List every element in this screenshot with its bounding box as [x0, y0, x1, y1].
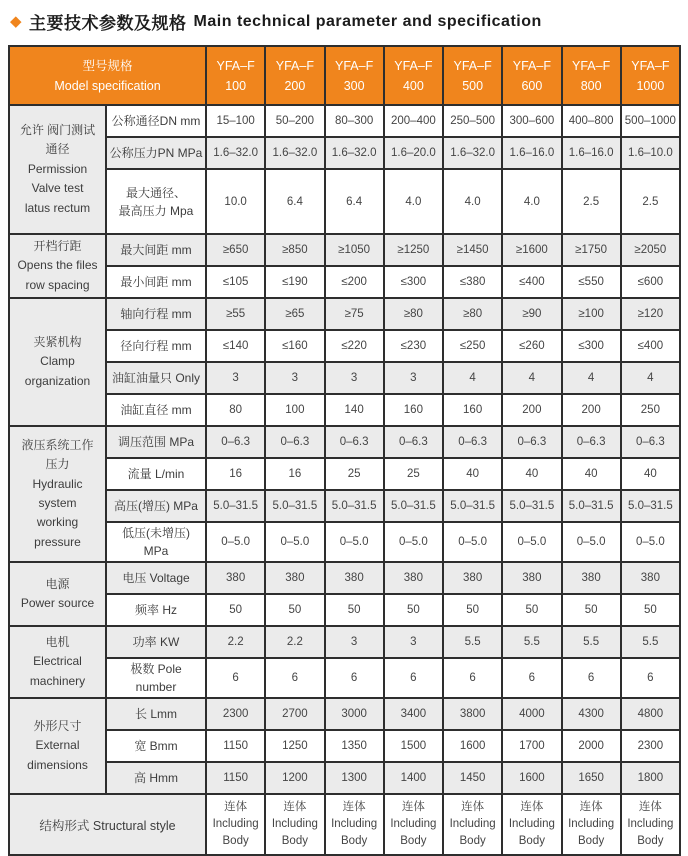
value-cell: 1150: [206, 762, 265, 794]
value-cell: 4: [443, 362, 502, 394]
value-cell: 1600: [443, 730, 502, 762]
value-cell: 0–6.3: [265, 426, 324, 458]
param-cell: 功率 KW: [106, 626, 206, 658]
model-header-cell-1000: YFA–F 1000: [621, 46, 680, 105]
value-cell: ≥1250: [384, 234, 443, 266]
structural-style-value-en: Including Body: [627, 817, 674, 848]
value-cell: 4: [502, 362, 561, 394]
value-cell: 1.6–16.0: [502, 137, 561, 169]
structural-style-value-zh: 连体: [283, 800, 307, 813]
value-cell: 1350: [325, 730, 384, 762]
structural-style-value-zh: 连体: [401, 800, 425, 813]
value-cell: 250: [621, 394, 680, 426]
value-cell: 50: [206, 594, 265, 626]
value-cell: 4: [621, 362, 680, 394]
value-cell: ≥65: [265, 298, 324, 330]
model-spec-header-cell: 型号规格 Model specification: [9, 46, 206, 105]
value-cell: ≤230: [384, 330, 443, 362]
value-cell: 25: [384, 458, 443, 490]
value-cell: 50: [621, 594, 680, 626]
value-cell: 6: [325, 658, 384, 698]
param-cell: 公称压力PN MPa: [106, 137, 206, 169]
value-cell: 6: [443, 658, 502, 698]
value-cell: 15–100: [206, 105, 265, 137]
header-row: [9, 46, 680, 105]
value-cell: 0–5.0: [443, 522, 502, 562]
value-cell: ≥100: [562, 298, 621, 330]
value-cell: 40: [502, 458, 561, 490]
value-cell: 380: [325, 562, 384, 594]
param-cell: 最小间距 mm: [106, 266, 206, 298]
value-cell: ≤105: [206, 266, 265, 298]
value-cell: ≥2050: [621, 234, 680, 266]
value-cell: 5.5: [562, 626, 621, 658]
value-cell: 3: [384, 362, 443, 394]
value-cell: ≥1050: [325, 234, 384, 266]
value-cell: 1500: [384, 730, 443, 762]
value-cell: ≤140: [206, 330, 265, 362]
model-header-cell-100: YFA–F 100: [206, 46, 265, 105]
value-cell: ≥80: [443, 298, 502, 330]
table-row: [9, 522, 680, 562]
structural-style-value-en: Including Body: [508, 817, 555, 848]
value-cell: ≤400: [621, 330, 680, 362]
value-cell: 6: [621, 658, 680, 698]
value-cell: ≥850: [265, 234, 324, 266]
value-cell: 3: [384, 626, 443, 658]
table-row: [9, 362, 680, 394]
value-cell: 0–5.0: [502, 522, 561, 562]
param-cell: 最大通径、 最高压力 Mpa: [106, 169, 206, 234]
table-row: [9, 698, 680, 730]
value-cell: ≥55: [206, 298, 265, 330]
value-cell: 1.6–32.0: [443, 137, 502, 169]
value-cell: 1.6–16.0: [562, 137, 621, 169]
value-cell: ≤190: [265, 266, 324, 298]
value-cell: 300–600: [502, 105, 561, 137]
value-cell: 5.5: [502, 626, 561, 658]
value-cell: 6: [384, 658, 443, 698]
value-cell: 250–500: [443, 105, 502, 137]
value-cell: 0–6.3: [325, 426, 384, 458]
value-cell: 6.4: [325, 169, 384, 234]
value-cell: 4.0: [502, 169, 561, 234]
value-cell: 80–300: [325, 105, 384, 137]
value-cell: 1.6–32.0: [206, 137, 265, 169]
group-label-cell: 电机 Electrical machinery: [9, 626, 106, 698]
structural-style-row: [9, 794, 680, 855]
value-cell: 1250: [265, 730, 324, 762]
value-cell: 50: [384, 594, 443, 626]
value-cell: 1.6–32.0: [325, 137, 384, 169]
value-cell: 380: [265, 562, 324, 594]
structural-style-value-cell: [265, 794, 324, 855]
value-cell: ≥1600: [502, 234, 561, 266]
param-cell: 频率 Hz: [106, 594, 206, 626]
value-cell: 40: [621, 458, 680, 490]
value-cell: 100: [265, 394, 324, 426]
value-cell: 200–400: [384, 105, 443, 137]
param-cell: 径向行程 mm: [106, 330, 206, 362]
group-label-cell: 电源 Power source: [9, 562, 106, 626]
param-cell: 轴向行程 mm: [106, 298, 206, 330]
param-cell: 高 Hmm: [106, 762, 206, 794]
value-cell: ≤160: [265, 330, 324, 362]
value-cell: 5.5: [621, 626, 680, 658]
structural-style-value-zh: 连体: [638, 800, 662, 813]
value-cell: 0–5.0: [384, 522, 443, 562]
structural-style-value-cell: [325, 794, 384, 855]
param-cell: 流量 L/min: [106, 458, 206, 490]
value-cell: 3400: [384, 698, 443, 730]
value-cell: 1600: [502, 762, 561, 794]
value-cell: 10.0: [206, 169, 265, 234]
value-cell: ≥75: [325, 298, 384, 330]
value-cell: 0–6.3: [621, 426, 680, 458]
table-row: [9, 658, 680, 698]
table-row: [9, 169, 680, 234]
value-cell: 1150: [206, 730, 265, 762]
value-cell: 0–5.0: [621, 522, 680, 562]
spec-table-header: [9, 46, 680, 105]
group-label-cell: 允许 阀门测试 通径 Permission Valve test latus rectum: [9, 105, 106, 234]
value-cell: 3: [325, 626, 384, 658]
group-label-cell: 外形尺寸 External dimensions: [9, 698, 106, 794]
value-cell: ≥90: [502, 298, 561, 330]
structural-style-label-cell: 结构形式 Structural style: [9, 794, 206, 855]
value-cell: 5.5: [443, 626, 502, 658]
value-cell: 5.0–31.5: [325, 490, 384, 522]
value-cell: 40: [443, 458, 502, 490]
structural-style-value-zh: 连体: [342, 800, 366, 813]
value-cell: 6: [562, 658, 621, 698]
group-label-cell: 夹紧机构 Clamp organization: [9, 298, 106, 426]
value-cell: 0–6.3: [502, 426, 561, 458]
value-cell: 1400: [384, 762, 443, 794]
value-cell: 2.2: [206, 626, 265, 658]
structural-style-value-cell: [443, 794, 502, 855]
value-cell: ≥650: [206, 234, 265, 266]
value-cell: 1.6–20.0: [384, 137, 443, 169]
structural-style-value-en: Including Body: [568, 817, 615, 848]
page-title-zh: 主要技术参数及规格: [29, 14, 187, 33]
value-cell: 1700: [502, 730, 561, 762]
value-cell: 1200: [265, 762, 324, 794]
value-cell: 50: [265, 594, 324, 626]
value-cell: 3000: [325, 698, 384, 730]
value-cell: 50: [502, 594, 561, 626]
value-cell: ≤600: [621, 266, 680, 298]
value-cell: 5.0–31.5: [206, 490, 265, 522]
value-cell: 6: [502, 658, 561, 698]
value-cell: 1.6–32.0: [265, 137, 324, 169]
param-cell: 电压 Voltage: [106, 562, 206, 594]
value-cell: 40: [562, 458, 621, 490]
value-cell: ≥1450: [443, 234, 502, 266]
diamond-icon: ◆: [10, 13, 23, 30]
structural-style-value-cell: [502, 794, 561, 855]
value-cell: 16: [265, 458, 324, 490]
value-cell: 380: [621, 562, 680, 594]
value-cell: 1450: [443, 762, 502, 794]
value-cell: 3: [325, 362, 384, 394]
value-cell: 5.0–31.5: [502, 490, 561, 522]
table-row: [9, 762, 680, 794]
value-cell: 500–1000: [621, 105, 680, 137]
value-cell: 0–5.0: [562, 522, 621, 562]
value-cell: 4300: [562, 698, 621, 730]
structural-style-value-cell: [621, 794, 680, 855]
value-cell: 5.0–31.5: [443, 490, 502, 522]
value-cell: 4.0: [443, 169, 502, 234]
value-cell: 2700: [265, 698, 324, 730]
value-cell: 1800: [621, 762, 680, 794]
value-cell: 200: [562, 394, 621, 426]
value-cell: 80: [206, 394, 265, 426]
value-cell: 50: [325, 594, 384, 626]
structural-style-value-zh: 连体: [579, 800, 603, 813]
value-cell: 1650: [562, 762, 621, 794]
value-cell: 1.6–10.0: [621, 137, 680, 169]
structural-style-value-en: Including Body: [331, 817, 378, 848]
spec-table: [8, 45, 681, 856]
param-cell: 调压范围 MPa: [106, 426, 206, 458]
value-cell: 2300: [621, 730, 680, 762]
value-cell: ≥1750: [562, 234, 621, 266]
value-cell: 380: [384, 562, 443, 594]
structural-style-value-en: Including Body: [449, 817, 496, 848]
value-cell: ≤250: [443, 330, 502, 362]
table-row: [9, 458, 680, 490]
table-row: [9, 594, 680, 626]
value-cell: ≤400: [502, 266, 561, 298]
value-cell: 6: [265, 658, 324, 698]
value-cell: 2.5: [621, 169, 680, 234]
spec-table-body: [9, 105, 680, 855]
value-cell: ≤200: [325, 266, 384, 298]
value-cell: 0–5.0: [265, 522, 324, 562]
structural-style-value-zh: 连体: [520, 800, 544, 813]
param-cell: 油缸直径 mm: [106, 394, 206, 426]
table-row: [9, 394, 680, 426]
value-cell: ≤380: [443, 266, 502, 298]
value-cell: 5.0–31.5: [562, 490, 621, 522]
value-cell: 3: [265, 362, 324, 394]
param-cell: 油缸油量只 Only: [106, 362, 206, 394]
page-title: [0, 0, 688, 34]
value-cell: ≤220: [325, 330, 384, 362]
value-cell: 380: [206, 562, 265, 594]
group-label-cell: 开档行距 Opens the files row spacing: [9, 234, 106, 298]
model-header-cell-800: YFA–F 800: [562, 46, 621, 105]
param-cell: 高压(增压) MPa: [106, 490, 206, 522]
param-cell: 低压(未增压) MPa: [106, 522, 206, 562]
table-row: [9, 298, 680, 330]
value-cell: 0–6.3: [384, 426, 443, 458]
value-cell: 140: [325, 394, 384, 426]
table-row: [9, 490, 680, 522]
value-cell: 380: [562, 562, 621, 594]
value-cell: 2000: [562, 730, 621, 762]
value-cell: 160: [443, 394, 502, 426]
param-cell: 长 Lmm: [106, 698, 206, 730]
table-row: [9, 234, 680, 266]
structural-style-value-en: Including Body: [390, 817, 437, 848]
value-cell: 5.0–31.5: [621, 490, 680, 522]
table-row: [9, 330, 680, 362]
value-cell: 380: [443, 562, 502, 594]
table-row: [9, 730, 680, 762]
structural-style-value-cell: [562, 794, 621, 855]
model-header-cell-300: YFA–F 300: [325, 46, 384, 105]
value-cell: 400–800: [562, 105, 621, 137]
value-cell: ≤300: [384, 266, 443, 298]
value-cell: 4800: [621, 698, 680, 730]
value-cell: 4.0: [384, 169, 443, 234]
param-cell: 极数 Pole number: [106, 658, 206, 698]
value-cell: 5.0–31.5: [265, 490, 324, 522]
value-cell: 6: [206, 658, 265, 698]
value-cell: 5.0–31.5: [384, 490, 443, 522]
value-cell: 160: [384, 394, 443, 426]
value-cell: 4000: [502, 698, 561, 730]
value-cell: 50: [443, 594, 502, 626]
table-row: [9, 426, 680, 458]
value-cell: 3800: [443, 698, 502, 730]
value-cell: 4: [562, 362, 621, 394]
page-title-en: Main technical parameter and specification: [193, 12, 542, 30]
param-cell: 宽 Bmm: [106, 730, 206, 762]
structural-style-value-zh: 连体: [461, 800, 485, 813]
value-cell: 2300: [206, 698, 265, 730]
value-cell: 0–6.3: [562, 426, 621, 458]
value-cell: ≤260: [502, 330, 561, 362]
value-cell: 1300: [325, 762, 384, 794]
structural-style-value-zh: 连体: [224, 800, 248, 813]
value-cell: ≤550: [562, 266, 621, 298]
structural-style-value-cell: [206, 794, 265, 855]
structural-style-value-cell: [384, 794, 443, 855]
value-cell: 6.4: [265, 169, 324, 234]
value-cell: ≥80: [384, 298, 443, 330]
value-cell: 16: [206, 458, 265, 490]
model-header-cell-500: YFA–F 500: [443, 46, 502, 105]
value-cell: 0–5.0: [206, 522, 265, 562]
value-cell: 25: [325, 458, 384, 490]
group-label-cell: 液压系统工作 压力 Hydraulic system working pressure: [9, 426, 106, 562]
param-cell: 公称通径DN mm: [106, 105, 206, 137]
value-cell: 0–6.3: [443, 426, 502, 458]
model-header-cell-600: YFA–F 600: [502, 46, 561, 105]
value-cell: 200: [502, 394, 561, 426]
structural-style-value-en: Including Body: [212, 817, 259, 848]
table-row: [9, 137, 680, 169]
value-cell: 3: [206, 362, 265, 394]
value-cell: 2.5: [562, 169, 621, 234]
param-cell: 最大间距 mm: [106, 234, 206, 266]
value-cell: 0–5.0: [325, 522, 384, 562]
value-cell: 0–6.3: [206, 426, 265, 458]
table-row: [9, 626, 680, 658]
table-row: [9, 105, 680, 137]
value-cell: 380: [502, 562, 561, 594]
value-cell: 2.2: [265, 626, 324, 658]
model-header-cell-200: YFA–F 200: [265, 46, 324, 105]
model-header-cell-400: YFA–F 400: [384, 46, 443, 105]
value-cell: 50–200: [265, 105, 324, 137]
table-row: [9, 266, 680, 298]
value-cell: ≥120: [621, 298, 680, 330]
value-cell: 50: [562, 594, 621, 626]
structural-style-value-en: Including Body: [271, 817, 318, 848]
table-row: [9, 562, 680, 594]
value-cell: ≤300: [562, 330, 621, 362]
